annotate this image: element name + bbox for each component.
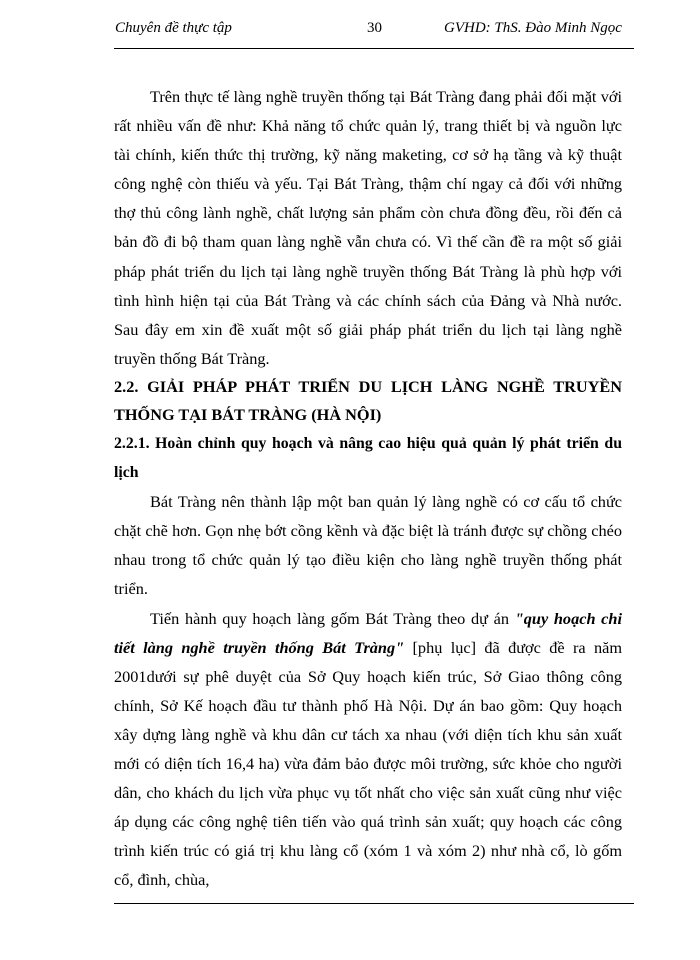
paragraph-text: [phụ lục] đã được đề ra năm 2001dưới sự phê duyệt của Sở Quy hoạch kiến trúc, Sở Giao thông công chính, Sở Kế hoạch đầu tư thành phố Hà Nội. Dự án bao gồm: Quy hoạch xây dựng làng nghề và khu dân cư tách xa nhau (với diện tích khu sản xuất mới có diện tích 16,4 ha) vừa đảm bảo được môi trường, sức khỏe cho người dân, cho khách du lịch vừa phục vụ tốt nhất cho việc sản xuất cũng như việc áp dụng các công nghệ tiên tiến vào quá trình sản xuất; quy hoạch các công trình kiến trúc có giá trị khu làng cổ (xóm 1 và xóm 2) như nhà cổ, lò gốm cổ, đình, chùa,	[114, 637, 622, 890]
section-heading: 2.2. GIẢI PHÁP PHÁT TRIỂN DU LỊCH LÀNG NGHỀ TRUYỀN THỐNG TẠI BÁT TRÀNG (HÀ NỘI)	[114, 376, 622, 424]
header-right-advisor: GVHD: ThS. Đào Minh Ngọc	[444, 20, 622, 36]
subsection-heading: 2.2.1. Hoàn chỉnh quy hoạch và nâng cao hiệu quả quản lý phát triển du lịch	[114, 434, 622, 482]
header-left-title: Chuyên đề thực tập	[115, 20, 232, 36]
paragraph: Bát Tràng nên thành lập một ban quản lý làng nghề có cơ cấu tổ chức chặt chẽ hơn. Gọn nhẹ bớt cồng kềnh và đặc biệt là tránh được sự chồng chéo nhau trong tổ chức quản lý tạo điều kiện cho làng nghề truyền thống phát triển.	[114, 492, 622, 599]
paragraph	[114, 604, 622, 895]
paragraph: Trên thực tế làng nghề truyền thống tại Bát Tràng đang phải đối mặt với rất nhiều vấn đề như: Khả năng tổ chức quản lý, trang thiết bị và nguồn lực tài chính, kiến thức thị trường, kỹ năng maketing, cơ sở hạ tầng và kỹ thuật công nghệ còn thiếu và yếu. Tại Bát Tràng, thậm chí ngay cả đối với những thợ thủ công lành nghề, chất lượng sản phẩm còn chưa đồng đều, rồi đến cả bản đồ đi bộ tham quan làng nghề vẫn chưa có. Vì thế cần đề ra một số giải pháp phát triển du lịch tại làng nghề truyền thống Bát Tràng là phù hợp với tình hình hiện tại của Bát Tràng và các chính sách của Đảng và Nhà nước. Sau đây em xin đề xuất một số giải pháp phát triển du lịch tại làng nghề truyền thống Bát Tràng.	[114, 87, 622, 368]
document-body	[114, 82, 622, 894]
paragraph-text: Tiến hành quy hoạch làng gốm Bát Tràng theo dự án	[150, 608, 515, 628]
project-title-emphasis: "quy hoạch chi tiết làng nghề truyền thống Bát Tràng"	[114, 608, 622, 657]
page-number: 30	[367, 20, 382, 36]
header-divider	[114, 48, 634, 49]
footer-divider	[114, 903, 634, 904]
